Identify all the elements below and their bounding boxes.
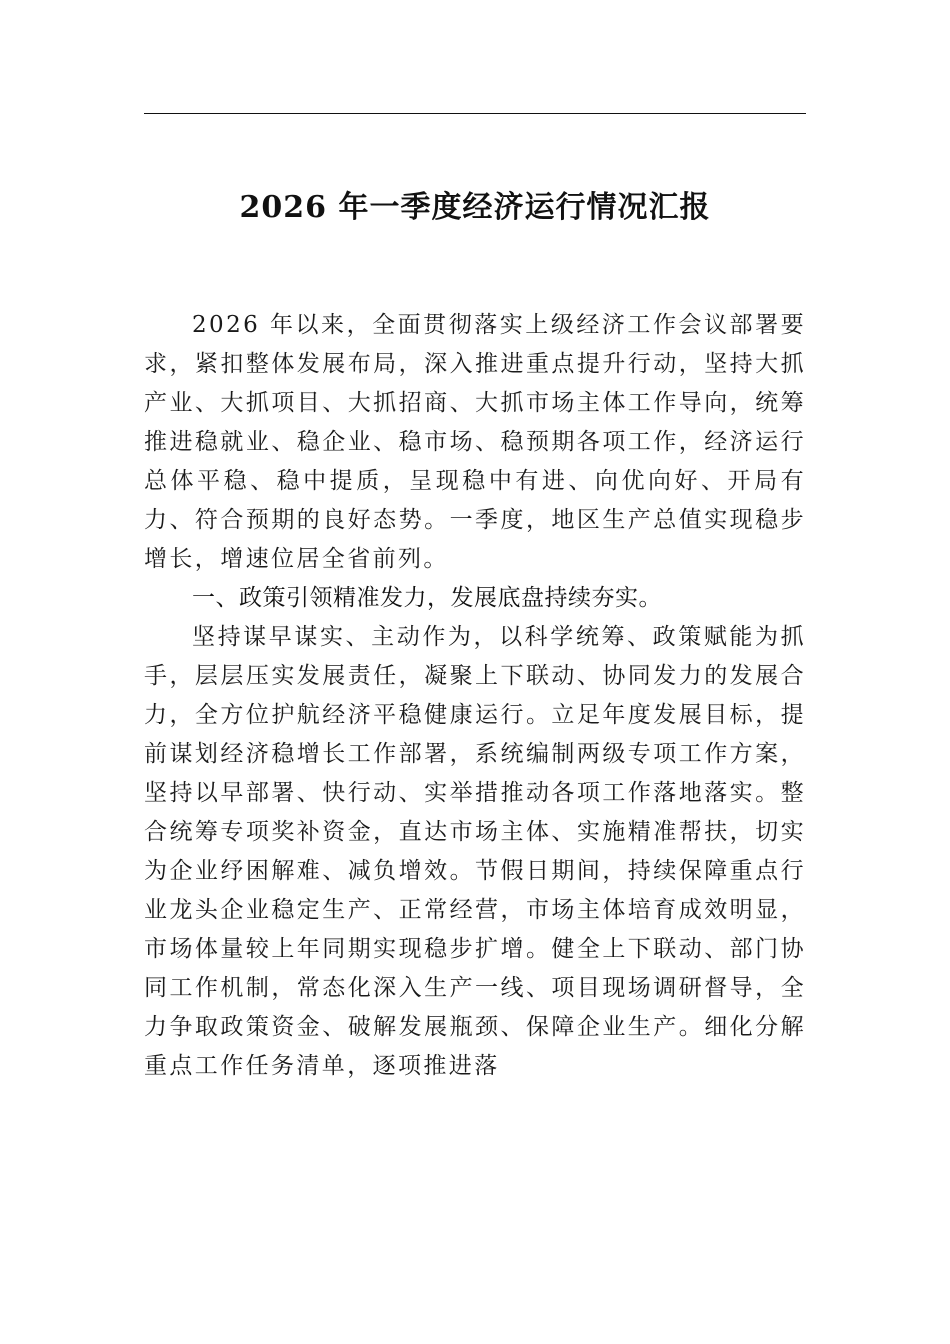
header-rule <box>144 113 806 114</box>
document-title: 2026 年一季度经济运行情况汇报 <box>239 190 711 225</box>
document-body <box>144 306 806 1086</box>
section-heading-1: 一、政策引领精准发力，发展底盘持续夯实。 <box>192 585 662 611</box>
intro-paragraph: 2026 年以来，全面贯彻落实上级经济工作会议部署要求，紧扣整体发展布局，深入推进重点提升行动，坚持大抓产业、大抓项目、大抓招商、大抓市场主体工作导向，统筹推进稳就业、稳企业、稳市场、稳预期各项工作，经济运行总体平稳、稳中提质，呈现稳中有进、向优向好、开局有力、符合预期的良好态势。一季度，地区生产总值实现稳步增长，增速位居全省前列。 <box>144 312 806 572</box>
section-1-paragraph: 坚持谋早谋实、主动作为，以科学统筹、政策赋能为抓手，层层压实发展责任，凝聚上下联动、协同发力的发展合力，全方位护航经济平稳健康运行。立足年度发展目标，提前谋划经济稳增长工作部署，系统编制两级专项工作方案，坚持以早部署、快行动、实举措推动各项工作落地落实。整合统筹专项奖补资金，直达市场主体、实施精准帮扶，切实为企业纾困解难、减负增效。节假日期间，持续保障重点行业龙头企业稳定生产、正常经营，市场主体培育成效明显，市场体量较上年同期实现稳步扩增。健全上下联动、部门协同工作机制，常态化深入生产一线、项目现场调研督导，全力争取政策资金、破解发展瓶颈、保障企业生产。细化分解重点工作任务清单，逐项推进落 <box>144 624 806 1079</box>
